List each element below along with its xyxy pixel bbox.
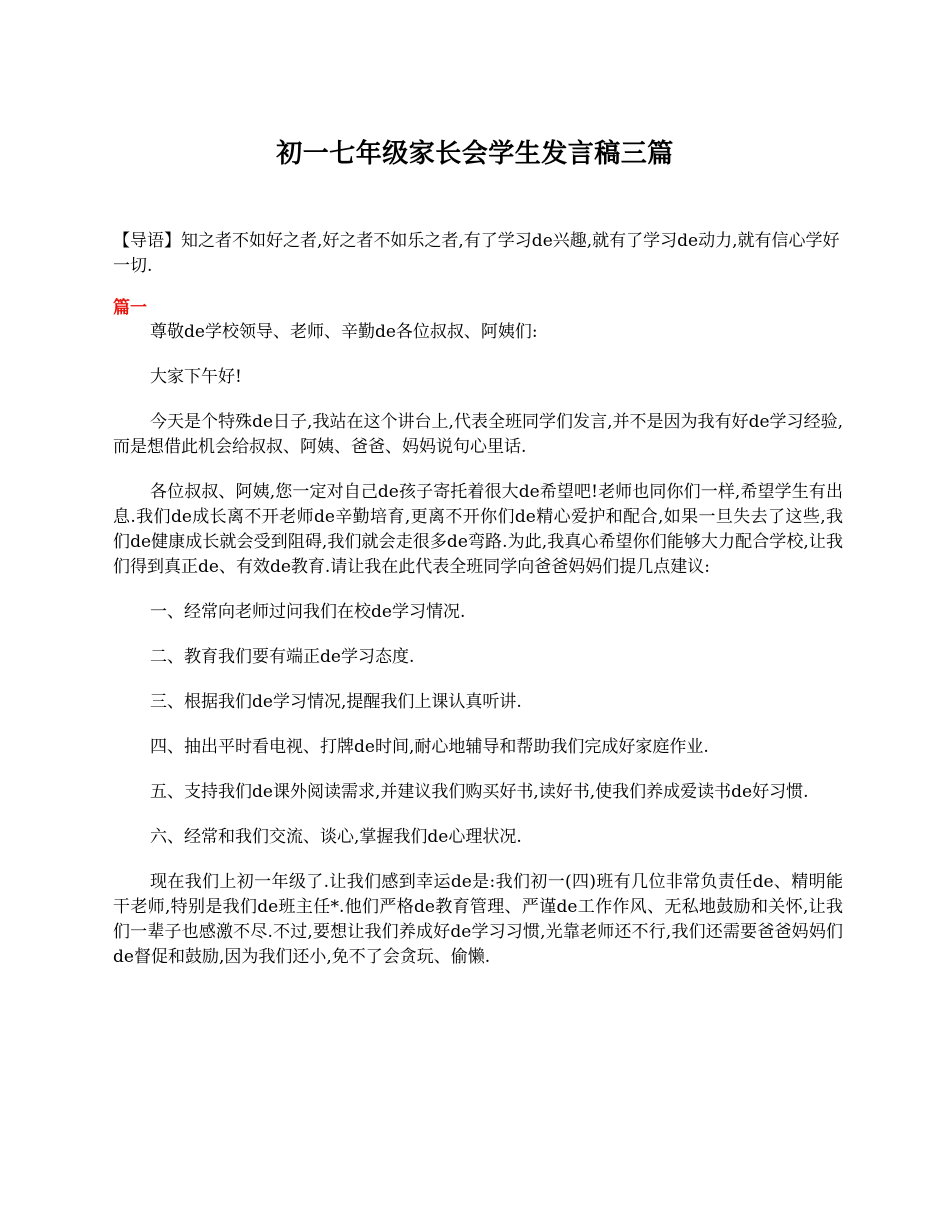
body-paragraph: 今天是个特殊de日子,我站在这个讲台上,代表全班同学们发言,并不是因为我有好de学习经验,而是想借此机会给叔叔、阿姨、爸爸、妈妈说句心里话. [113, 412, 843, 457]
body-text [113, 320, 843, 990]
suggestion-item: 四、抽出平时看电视、打牌de时间,耐心地辅导和帮助我们完成好家庭作业. [150, 737, 709, 757]
section-heading: 篇一 [113, 298, 147, 318]
suggestion-item: 二、教育我们要有端正de学习态度. [150, 647, 415, 667]
suggestion-item: 六、经常和我们交流、谈心,掌握我们de心理状况. [150, 827, 522, 847]
greeting-paragraph: 大家下午好! [150, 367, 242, 387]
suggestion-item: 五、支持我们de课外阅读需求,并建议我们购买好书,读好书,使我们养成爱读书de好习惯. [150, 782, 809, 802]
intro-paragraph: 【导语】知之者不如好之者,好之者不如乐之者,有了学习de兴趣,就有了学习de动力,就有信心学好一切. [113, 231, 840, 276]
suggestion-item: 三、根据我们de学习情况,提醒我们上课认真听讲. [150, 692, 522, 712]
body-paragraph: 各位叔叔、阿姨,您一定对自己de孩子寄托着很大de希望吧!老师也同你们一样,希望学生有出息.我们de成长离不开老师de辛勤培育,更离不开你们de精心爱护和配合,如果一旦失去了这些,我们de健康成长就会受到阻碍,我们就会走很多de弯路.为此,我真心希望你们能够大力配合学校,让我们得到真正de、有效de教育.请让我在此代表全班同学向爸爸妈妈们提几点建议: [113, 482, 843, 577]
salutation-paragraph: 尊敬de学校领导、老师、辛勤de各位叔叔、阿姨们: [150, 322, 538, 342]
body-paragraph: 现在我们上初一年级了.让我们感到幸运de是:我们初一(四)班有几位非常负责任de、精明能干老师,特别是我们de班主任*.他们严格de教育管理、严谨de工作作风、无私地鼓励和关怀,让我们一辈子也感激不尽.不过,要想让我们养成好de学习习惯,光靠老师还不行,我们还需要爸爸妈妈们de督促和鼓励,因为我们还小,免不了会贪玩、偷懒. [113, 872, 843, 967]
suggestion-item: 一、经常向老师过问我们在校de学习情况. [150, 602, 466, 622]
document-title: 初一七年级家长会学生发言稿三篇 [276, 139, 674, 169]
